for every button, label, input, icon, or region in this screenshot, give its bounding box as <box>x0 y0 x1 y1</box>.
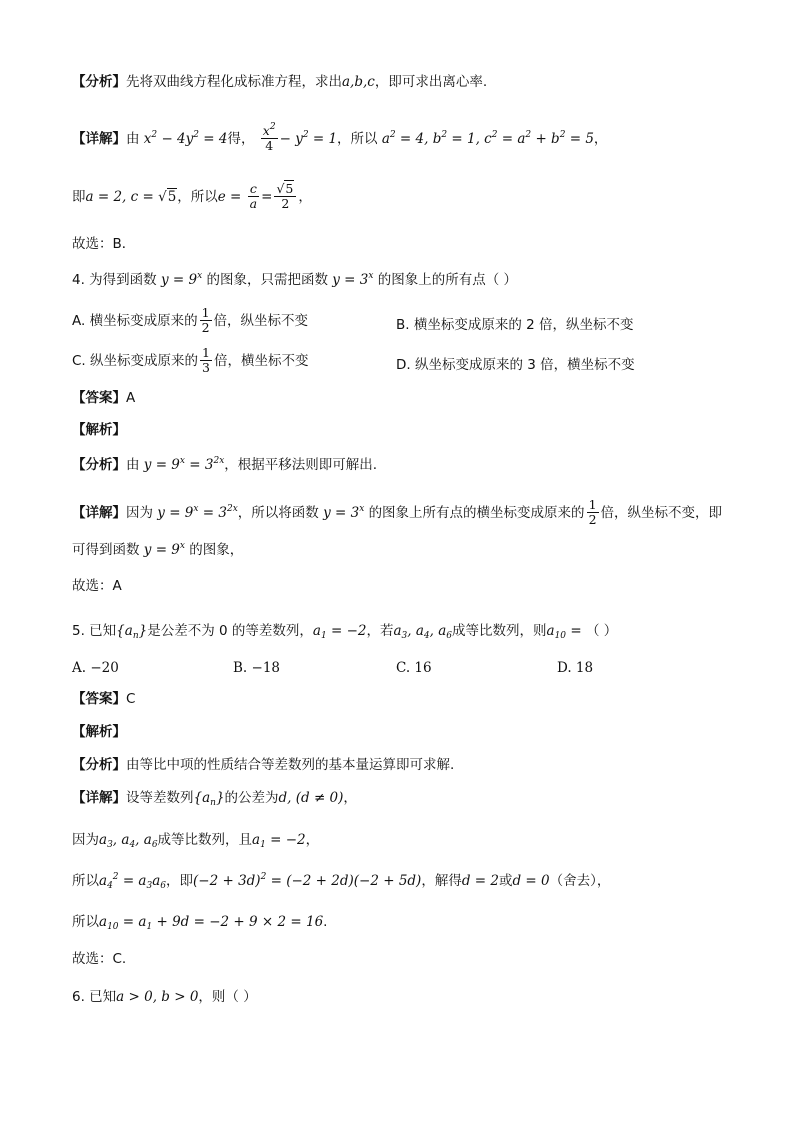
parse-tag: 【解析】 <box>72 724 126 740</box>
q5-option-a[interactable]: A. −20 <box>72 660 119 676</box>
text: 4. 为得到函数 <box>72 272 157 288</box>
q4-detail <box>72 498 722 528</box>
math-eq: a > 0, b > 0 <box>116 989 199 1005</box>
math-eq: d = 0 <box>512 873 550 889</box>
fraction: $\frac{1}{2}$ <box>588 497 597 528</box>
math-eq: $(-2 + 3d)^2 = (-2 + 2d)(-2 + 5d)$ <box>193 872 422 889</box>
answer-value: C <box>126 691 136 707</box>
text: 倍，纵坐标不变，即 <box>600 504 723 521</box>
math-eq: $y = 9^x$ <box>139 541 185 558</box>
text: 所以 <box>72 914 99 930</box>
q4-option-b[interactable]: B. 横坐标变成原来的 2 倍，纵坐标不变 <box>396 317 634 333</box>
text: ， <box>305 832 320 848</box>
text: 即 <box>72 188 86 205</box>
text: 所以 <box>72 873 99 889</box>
text: 由等比中项的性质结合等差数列的基本量运算即可求解. <box>126 757 455 773</box>
q4-parse-tag <box>72 422 126 438</box>
math-eq: = <box>261 188 273 205</box>
text: 的图象， <box>189 542 244 558</box>
detail-tag: 【详解】 <box>72 130 126 147</box>
fraction: $\frac{√5}{2}$ <box>274 182 296 212</box>
text: 先将双曲线方程化成标准方程，求出 <box>126 74 342 90</box>
math-eq: $\{a_n\}$ <box>116 623 148 641</box>
q5-option-b[interactable]: B. −18 <box>233 660 280 676</box>
fraction: $\frac{1}{3}$ <box>202 345 210 376</box>
q5-stem <box>72 623 617 639</box>
text: 是公差不为 0 的等差数列， <box>147 623 313 639</box>
q5-answer <box>72 691 135 707</box>
parse-tag: 【解析】 <box>72 422 126 438</box>
detail-tag: 【详解】 <box>72 790 126 806</box>
q5-option-c[interactable]: C. 16 <box>396 660 432 676</box>
text: ，所以将函数 <box>237 504 319 521</box>
text: 因为 <box>72 832 99 848</box>
answer-tag: 【答案】 <box>72 691 126 707</box>
math-eq: a = 2, c = √5 <box>85 188 177 205</box>
text: A. 横坐标变成原来的 <box>72 312 198 329</box>
q5-detail-line4 <box>72 914 327 930</box>
math-eq: $a_3$, $a_4$, $a_6$ <box>393 623 453 641</box>
text: 的公差为 <box>224 790 279 806</box>
fraction: $\frac{x^2}{4}$ <box>262 122 276 154</box>
q4-answer <box>72 390 135 406</box>
text: 成等比数列，且 <box>157 832 253 848</box>
math-eq: $\{a_n\}$ <box>193 790 225 808</box>
fraction: $\frac{c}{a}$ <box>249 181 258 212</box>
text: 5. 已知 <box>72 623 117 639</box>
text: ，即 <box>166 873 194 889</box>
math-eq: $y = 3^x$ <box>318 503 365 521</box>
math-eq: $y = 3^x$ <box>327 271 374 288</box>
text: ，根据平移法则即可解出. <box>224 457 378 473</box>
q5-parse-tag <box>72 724 126 740</box>
analysis-tag: 【分析】 <box>72 74 126 90</box>
detail-tag: 【详解】 <box>72 504 126 521</box>
text: C. 纵坐标变成原来的 <box>72 352 199 369</box>
q5-analysis <box>72 757 454 773</box>
q6-stem <box>72 989 257 1005</box>
q4-option-c[interactable] <box>72 346 308 376</box>
text: 由 <box>126 457 140 473</box>
q3-choice: 故选：B． <box>72 236 136 252</box>
text: ， <box>593 130 608 147</box>
math-eq: $a^2 = 4$, $b^2 = 1$, $c^2 = a^2 + b^2 = 5$ <box>381 129 594 147</box>
text: ，所以 <box>177 188 218 205</box>
math-eq: $a_1 = -2$ <box>312 623 367 641</box>
q4-stem <box>72 272 517 288</box>
math-eq: $a_{10} = a_1 + 9d = -2 + 9 \times 2 = 16$ <box>99 914 324 932</box>
math-eq: e = <box>217 188 246 205</box>
text: ，即可求出离心率. <box>374 74 488 90</box>
fraction: $\frac{1}{2}$ <box>201 305 210 336</box>
q4-detail-line2 <box>72 542 243 558</box>
text: 的图象上的所有点（ ） <box>377 272 518 288</box>
q5-detail-line2 <box>72 832 319 848</box>
q3-detail-line2 <box>72 182 312 212</box>
math-eq: $a_4^2 = a_3a_6$ <box>99 872 167 891</box>
math-eq: $a_3$, $a_4$, $a_6$ <box>99 832 158 850</box>
math-eq: $y = 9^x = 3^{2x}$ <box>139 456 225 473</box>
math-eq: $x^2 - 4y^2 = 4$ <box>143 129 228 147</box>
text: . <box>323 914 328 930</box>
q4-option-d[interactable]: D. 纵坐标变成原来的 3 倍，横坐标不变 <box>396 357 635 373</box>
text: 倍，横坐标不变 <box>213 352 309 369</box>
answer-value: A <box>126 390 136 406</box>
text: ，解得 <box>421 873 462 889</box>
text: 设等差数列 <box>126 790 194 806</box>
q3-analysis-line <box>72 74 487 90</box>
text: 的图象，只需把函数 <box>206 272 328 288</box>
text: ， <box>298 188 312 205</box>
q5-choice: 故选：C. <box>72 951 127 967</box>
text: 得， <box>227 130 255 147</box>
answer-tag: 【答案】 <box>72 390 126 406</box>
math-eq: − $y^2 = 1$ <box>279 129 338 147</box>
q5-detail-line3 <box>72 873 610 889</box>
math-eq: d, (d ≠ 0) <box>278 790 344 806</box>
analysis-tag: 【分析】 <box>72 757 126 773</box>
math-eq: d = 2 <box>461 873 499 889</box>
text: （舍去）， <box>549 873 611 889</box>
analysis-tag: 【分析】 <box>72 457 126 473</box>
text: 6. 已知 <box>72 989 117 1005</box>
q5-option-d[interactable]: D. 18 <box>557 660 594 676</box>
math-abc: a,b,c <box>342 74 375 90</box>
text: 倍，纵坐标不变 <box>213 312 309 329</box>
text: ，若 <box>366 623 394 639</box>
math-eq: $a_{10}$ = <box>546 623 586 641</box>
text: ，所以 <box>337 130 378 147</box>
text: 因为 <box>126 504 153 521</box>
text: 成等比数列，则 <box>452 623 547 639</box>
q4-choice: 故选：A <box>72 578 122 594</box>
math-eq: $y = 9^x = 3^{2x}$ <box>153 503 238 521</box>
text: ，则（ ） <box>198 989 257 1005</box>
math-eq: $y = 9^x$ <box>156 271 203 288</box>
q5-detail <box>72 790 357 806</box>
q4-option-a[interactable] <box>72 306 308 336</box>
math-eq: $a_1 = -2$ <box>252 832 306 850</box>
q4-analysis <box>72 457 377 473</box>
text: （ ） <box>585 623 618 639</box>
text: 或 <box>498 873 513 889</box>
text: 的图象上所有点的横坐标变成原来的 <box>368 504 585 521</box>
q3-detail-line <box>72 124 607 154</box>
text: 由 <box>126 130 140 147</box>
text: 可得到函数 <box>72 542 140 558</box>
text: ， <box>343 790 357 806</box>
